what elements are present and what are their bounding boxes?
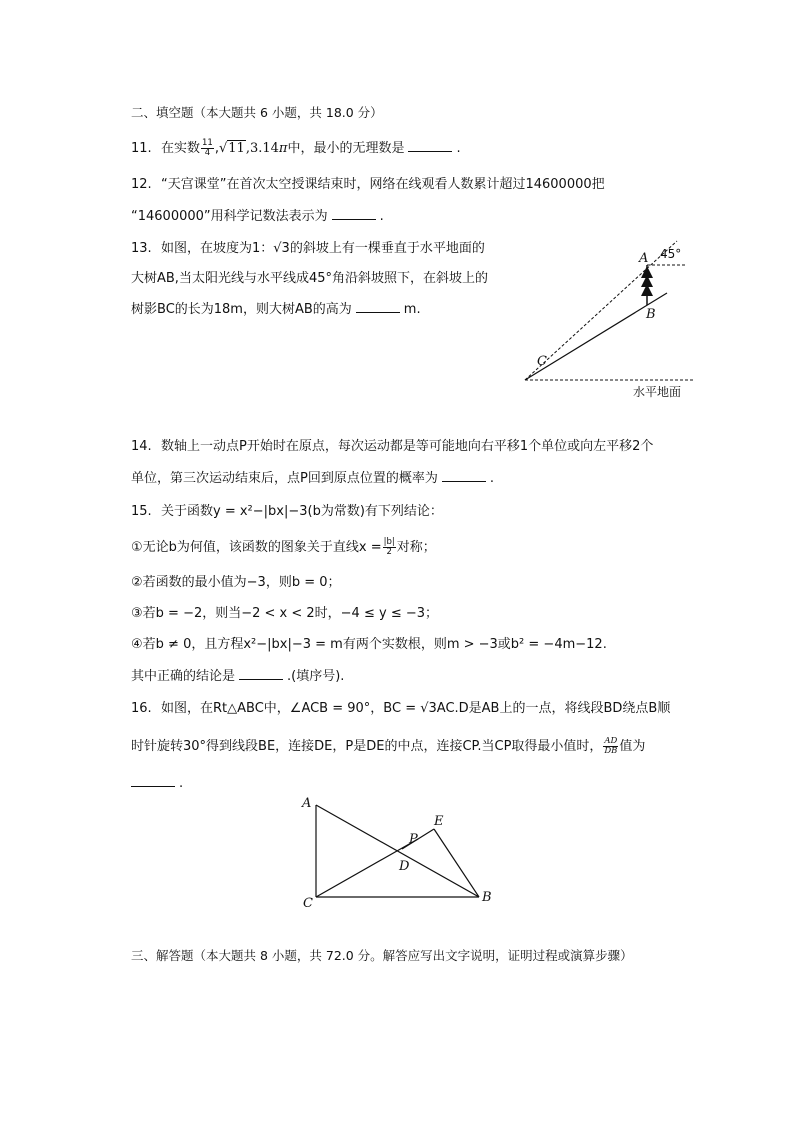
question-12-line-1 <box>131 176 605 194</box>
q11-pi: π <box>278 141 288 156</box>
q16-line2-post: 值为 <box>619 739 646 754</box>
fig13-label-c: C <box>537 354 547 369</box>
q16-frac-num: AD <box>604 736 618 746</box>
q15-conclusion-4: ④若b ≠ 0，且方程x²−|bx|−3 = m有两个实数根，则m > −3或b² = −4m−12. <box>131 637 607 652</box>
q11-comma: , <box>214 141 219 156</box>
question-16-number: 16. <box>131 701 152 716</box>
fig13-label-a: A <box>639 251 649 266</box>
q15-conclusion-2: ②若函数的最小值为−3，则b = 0； <box>131 575 341 590</box>
q11-pre: 在实数 <box>161 141 201 156</box>
question-14-line-2 <box>131 469 494 488</box>
question-15-number: 15. <box>131 504 152 519</box>
question-13-number: 13. <box>131 241 152 256</box>
q14-line2: 单位，第三次运动结束后，点P回到原点位置的概率为 <box>131 471 438 486</box>
fig16-label-b: B <box>482 890 492 905</box>
q14-end: . <box>489 471 494 486</box>
figure-16 <box>296 795 501 913</box>
q15-fill-post: .(填序号). <box>287 669 345 684</box>
q11-sqrt: 11 <box>228 141 245 156</box>
q14-line1: 数轴上一动点P开始时在原点，每次运动都是等可能地向右平移1个单位或向左平移2个 <box>161 439 654 454</box>
q14-answer-blank[interactable] <box>442 469 486 482</box>
q16-answer-blank[interactable] <box>131 774 175 787</box>
fig16-label-p: P <box>409 832 418 847</box>
fig13-label-b: B <box>646 307 656 322</box>
q16-frac-den: DB <box>604 746 618 756</box>
q15-c1-post: 对称； <box>396 540 436 555</box>
question-13-line-2: 大树AB,当太阳光线与水平线成45°角沿斜坡照下，在斜坡上的 <box>131 271 488 286</box>
q16-end: . <box>179 776 184 791</box>
segment-be <box>434 829 479 897</box>
question-16-line-3 <box>131 774 183 793</box>
q15-conclusion-1 <box>131 538 436 557</box>
q12-end: . <box>379 209 384 224</box>
fig13-ground-label: 水平地面 <box>633 385 682 399</box>
q16-fraction <box>603 737 618 756</box>
q15-c1-num: |b| <box>383 537 395 547</box>
q11-frac-num: 11 <box>202 138 213 148</box>
section-3-heading: 三、解答题（本大题共 8 小题，共 72.0 分。解答应写出文字说明，证明过程或演算步骤） <box>131 948 633 963</box>
question-14-line-1 <box>131 438 653 456</box>
figure-13 <box>515 238 700 403</box>
q11-after: ,3.14 <box>245 141 279 156</box>
q12-line2: “14600000”用科学记数法表示为 <box>131 209 328 224</box>
fig16-label-d: D <box>399 859 410 874</box>
q13-line3: 树影BC的长为18m，则大树AB的高为 <box>131 302 352 317</box>
question-13-line-3 <box>131 300 421 319</box>
q15-fill-line <box>131 667 344 686</box>
question-15-intro <box>131 503 443 521</box>
q12-answer-blank[interactable] <box>332 207 376 220</box>
q11-tail: 中，最小的无理数是 <box>287 141 405 156</box>
q11-answer-blank[interactable] <box>408 139 452 152</box>
question-12-number: 12. <box>131 177 152 192</box>
question-11: 11. 在实数 $\frac{11}{4}$ ,√11,3.14π中，最小的无理数是 . <box>131 138 461 158</box>
q15-fill-pre: 其中正确的结论是 <box>131 669 236 684</box>
question-16-line-2 <box>131 737 645 756</box>
q11-end: . <box>456 141 461 156</box>
fig13-angle: 45° <box>660 247 682 261</box>
q12-line1: “天宫课堂”在首次太空授课结束时，网络在线观看人数累计超过14600000把 <box>161 177 605 192</box>
q15-c1-den: 2 <box>386 547 392 557</box>
fig16-label-e: E <box>434 814 444 829</box>
fig16-label-a: A <box>302 796 312 811</box>
question-13-line-1 <box>131 240 485 258</box>
q11-frac-den: 4 <box>204 148 211 158</box>
q16-line1: 如图，在Rt△ABC中，∠ACB = 90°，BC = √3AC.D是AB上的一点，将线段BD绕点B顺 <box>161 701 671 716</box>
question-11-number: 11. <box>131 141 152 156</box>
question-16-line-1 <box>131 700 670 718</box>
question-12-line-2 <box>131 207 384 226</box>
q13-answer-blank[interactable] <box>356 300 400 313</box>
q11-fraction <box>201 139 214 158</box>
q15-answer-blank[interactable] <box>239 667 283 680</box>
q15-c1-fraction <box>383 538 396 557</box>
question-14-number: 14. <box>131 439 152 454</box>
q15-conclusion-3: ③若b = −2，则当−2 < x < 2时，−4 ≤ y ≤ −3； <box>131 606 439 621</box>
q15-intro: 关于函数y = x²−|bx|−3(b为常数)有下列结论： <box>161 504 443 519</box>
q15-c1-pre: ①无论b为何值，该函数的图象关于直线x = <box>131 540 382 555</box>
q13-unit: m. <box>403 302 421 317</box>
section-2-heading: 二、填空题（本大题共 6 小题，共 18.0 分） <box>131 105 383 120</box>
fig16-label-c: C <box>303 896 313 911</box>
q13-line1: 如图，在坡度为1：√3的斜坡上有一棵垂直于水平地面的 <box>161 241 485 256</box>
q16-line2: 时针旋转30°得到线段BE，连接DE，P是DE的中点，连接CP.当CP取得最小值时， <box>131 739 603 754</box>
